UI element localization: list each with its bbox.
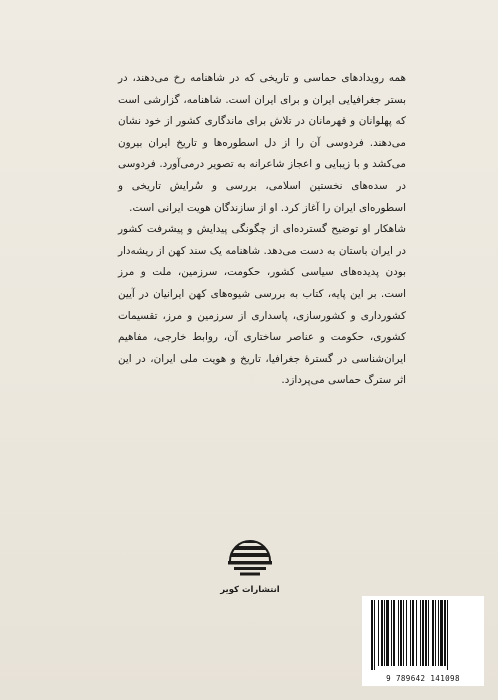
barcode-bar	[391, 600, 392, 666]
paragraph-2: شاهکار او توضیح گسترده‌ای از چگونگی پیدایش و پیشرفت کشور در ایران باستان به دست می‌دهد. شاهنامه یک سند کهن از ریشه‌دار بودن پدیده‌های سیاسی کشور، حکومت، سرزمین، ملت و مرز است. بر این پایه، کتاب به بررسی شیوه‌های کهن ایرانیان در آیین کشورداری و کشورسازی، پاسداری از سرزمین و مرز، تقسیمات کشوری، حکومت و عناصر ساختاری آن، روابط خارجی، مفاهیم ایران‌شناسی در گسترهٔ جغرافیا، تاریخ و هویت ملی ایران، در این اثر سترگ حماسی می‌پردازد.	[118, 223, 406, 387]
barcode-bar	[403, 600, 404, 666]
barcode-bar	[406, 600, 407, 666]
publisher-name: انتشارات کویر	[220, 585, 280, 595]
barcode-bar	[412, 600, 414, 666]
barcode-bar	[447, 600, 448, 670]
barcode-bar	[425, 600, 427, 666]
barcode-bar	[371, 600, 373, 670]
barcode-bar	[432, 600, 434, 666]
barcode-bar	[398, 600, 399, 666]
barcode-bar	[384, 600, 385, 666]
barcode-bar	[440, 600, 443, 666]
barcode-bar	[374, 600, 375, 670]
paragraph-1: همه رویدادهای حماسی و تاریخی که در شاهنامه رخ می‌دهند، در بستر جغرافیایی ایران و برای ایران است. شاهنامه، گزارشی است که پهلوانان و قهرمانان در تلاش برای ماندگاری کشور از خود نشان می‌دهند. فردوسی آن را از دل اسطوره‌ها و تاریخ ایران بیرون می‌کشد و با زیبایی و اعجاز شاعرانه به تصویر درمی‌آورد. فردوسی در سده‌های نخستین اسلامی، بررسی و سُرایش تاریخی و اسطوره‌ای ایران را آغاز کرد. او از سازندگان هویت ایرانی است.	[118, 72, 406, 214]
barcode-bar	[410, 600, 411, 666]
barcode-bar	[444, 600, 446, 666]
barcode-bar	[378, 600, 379, 666]
barcode-bar	[416, 600, 417, 666]
barcode-digits: 9 789642 141098	[386, 674, 460, 683]
isbn-barcode	[362, 596, 484, 686]
barcode-bar	[435, 600, 436, 666]
barcode-bar	[420, 600, 421, 666]
barcode-bar	[428, 600, 429, 666]
back-cover-text	[118, 68, 406, 392]
barcode-bar	[422, 600, 424, 666]
barcode-bar	[381, 600, 383, 666]
barcode-bar	[386, 600, 389, 666]
barcode-bar	[393, 600, 395, 666]
barcode-bar	[400, 600, 402, 666]
barcode-bar	[438, 600, 439, 666]
publisher-logo-icon	[226, 527, 274, 581]
